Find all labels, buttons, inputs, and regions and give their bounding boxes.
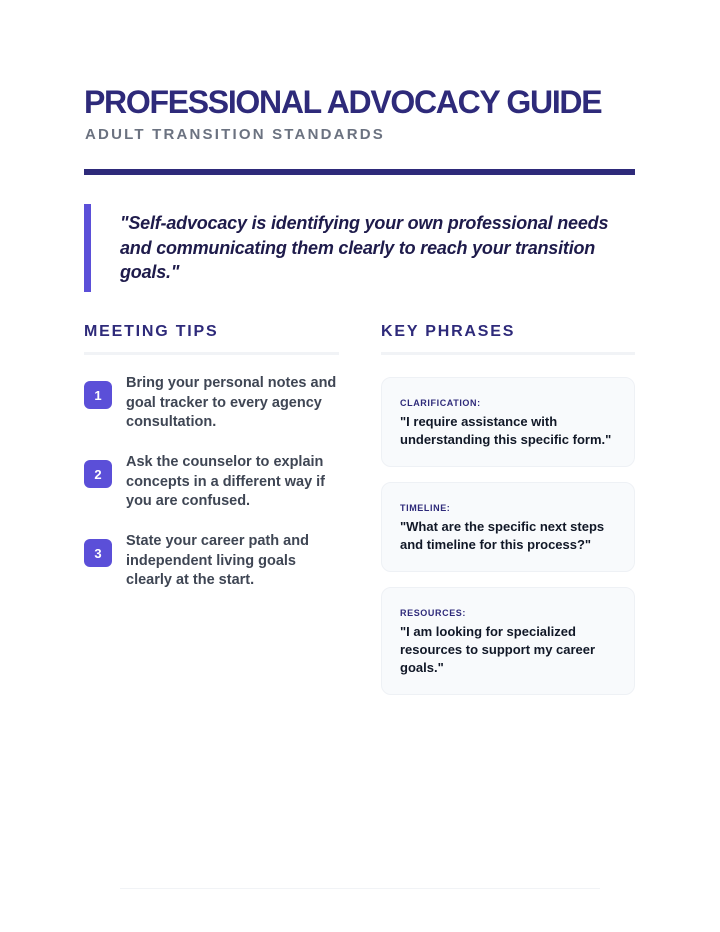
advocacy-guide-page bbox=[84, 0, 635, 932]
title-divider bbox=[84, 169, 635, 175]
tip-text: Bring your personal notes and goal tracker to every agency consultation. bbox=[126, 375, 337, 430]
tip-text: Ask the counselor to explain concepts in a different way if you are confused. bbox=[126, 454, 326, 509]
quote-block bbox=[84, 204, 635, 292]
footer-divider bbox=[120, 888, 600, 889]
phrase-card-label: RESOURCES: bbox=[400, 608, 467, 618]
phrase-card-clarification bbox=[381, 377, 635, 467]
meeting-tips-heading: MEETING TIPS bbox=[84, 323, 219, 340]
page-title: PROFESSIONAL ADVOCACY GUIDE bbox=[84, 84, 602, 120]
quote-text: "Self-advocacy is identifying your own professional needs and communicating them clearly to reach your transition goals." bbox=[120, 213, 609, 282]
phrase-card-timeline bbox=[381, 482, 635, 572]
phrase-card-text: "What are the specific next steps and timeline for this process?" bbox=[400, 519, 605, 552]
tip-number-badge: 3 bbox=[84, 539, 112, 567]
meeting-tips-divider bbox=[84, 352, 339, 355]
tip-number-badge: 1 bbox=[84, 381, 112, 409]
tip-number-badge: 2 bbox=[84, 460, 112, 488]
tip-text: State your career path and independent living goals clearly at the start. bbox=[126, 533, 309, 588]
phrase-card-resources bbox=[381, 587, 635, 695]
phrase-card-text: "I require assistance with understanding this specific form." bbox=[400, 414, 612, 447]
phrase-card-label: CLARIFICATION: bbox=[400, 398, 481, 408]
page-subtitle: ADULT TRANSITION STANDARDS bbox=[85, 126, 385, 143]
key-phrases-divider bbox=[381, 352, 635, 355]
phrase-card-text: "I am looking for specialized resources to support my career goals." bbox=[400, 624, 596, 675]
phrase-card-label: TIMELINE: bbox=[400, 503, 451, 513]
key-phrases-heading: KEY PHRASES bbox=[381, 323, 516, 340]
